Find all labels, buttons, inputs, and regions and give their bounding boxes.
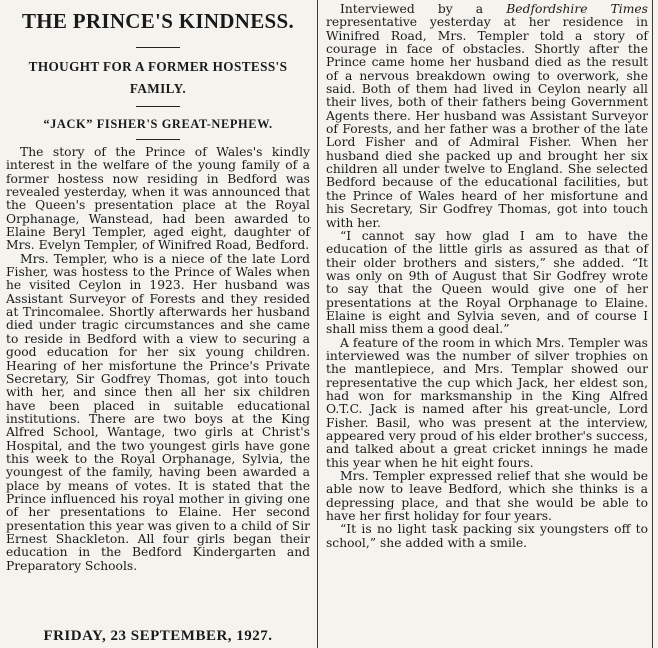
paragraph: The story of the Prince of Wales's kindly interest in the welfare of the young family of a former hostess now residing in Bedford was revealed yesterday, when it was announced that the Queen's presentation place at the Royal Orphanage, Wanstead, had been awarded to Elaine Beryl Templer, aged eight, daughter of Mrs. Evelyn Templer, of Winifred Road, Bedford. [6,145,310,253]
intro-rest: representative yesterday at her residence in Winifred Road, Mrs. Templer told a story of courage in face of obstacles. Shortly after the Prince came home her husband died as the result of a nervous breakdown owing to overwork, she said. Both of them had lived in Ceylon nearly all their lives, both of their fathers being Government Agents there. Her husband was Assistant Surveyor of Forests, and her father was a brother of the late Lord Fisher and of Admiral Fisher. When her husband died she packed up and brought her six children all under twelve to England. She selected Bedford because of the educational facilities, but the Prince of Wales heard of her misfortune and his Secretary, Sir Godfrey Thomas, got into touch with her. [326,15,648,230]
section-heading: “JACK” FISHER'S GREAT-NEPHEW. [43,117,273,131]
intro-lead: Interviewed by a [340,2,507,16]
left-body-text [6,146,310,573]
headline-rule [136,47,180,48]
paragraph: Mrs. Templer expressed relief that she would be able now to leave Bedford, which she thinks is a depressing place, and that she would be able to have her first holiday for four years. [326,469,648,524]
paragraph: “I cannot say how glad I am to have the education of the little girls as assured as that of their older brothers and sisters,” she added. “It was only on 9th of August that Sir Godfrey wrote to say that the Queen would give one of her presentations at the Royal Orphanage to Elaine. Elaine is eight and Sylvia seven, and of course I shall miss them a good deal.” [326,228,648,337]
section-rule [136,139,180,140]
column-divider [317,0,318,648]
right-border-rule [652,0,653,648]
subheading-rule [136,106,180,107]
newspaper-name: Bedfordshire Times [506,2,648,16]
article-subheading: THOUGHT FOR A FORMER HOSTESS'S FAMILY. [28,59,288,96]
dateline: FRIDAY, 23 SEPTEMBER, 1927. [43,627,273,644]
paragraph: Mrs. Templer, who is a niece of the late Lord Fisher, was hostess to the Prince of Wales when he visited Ceylon in 1923. Her husband was Assistant Surveyor of Forests and they resided at Trincomalee. Shortly afterwards her husband died under tragic circumstances and she came to reside in Bedford with a view to securing a good education for her six young children. Hearing of her misfortune the Prince's Private Secretary, Sir Godfrey Thomas, got into touch with her, and since then all her six children have been placed in suitable educational institutions. There are two boys at the King Alfred School, Wantage, two girls at Christ's Hospital, and the two youngest girls have gone this week to the Royal Orphanage, Sylvia, the youngest of the family, having been awarded a place by means of votes. It is stated that the Prince influenced his royal mother in giving one of her presentations to Elaine. Her second presentation this year was given to a child of Sir Ernest Shackleton. All four girls began their education in the Bedford Kindergarten and Preparatory Schools. [6,251,310,573]
right-body-text [326,0,648,550]
left-column [6,0,310,648]
paragraph: “It is no light task packing six youngsters off to school,” she added with a smile. [326,522,648,550]
right-column [326,0,648,648]
paragraph-intro [326,3,648,230]
paragraph: A feature of the room in which Mrs. Templer was interviewed was the number of silver trophies on the mantlepiece, and Mrs. Templar showed our representative the cup which Jack, her eldest son, had won for marksmanship in the King Alfred O.T.C. Jack is named after his great-uncle, Lord Fisher. Basil, who was present at the interview, appeared very proud of his elder brother's success, and talked about a great cricket innings he made this year when he hit eight fours. [326,335,648,470]
article-headline: THE PRINCE'S KINDNESS. [21,9,295,33]
